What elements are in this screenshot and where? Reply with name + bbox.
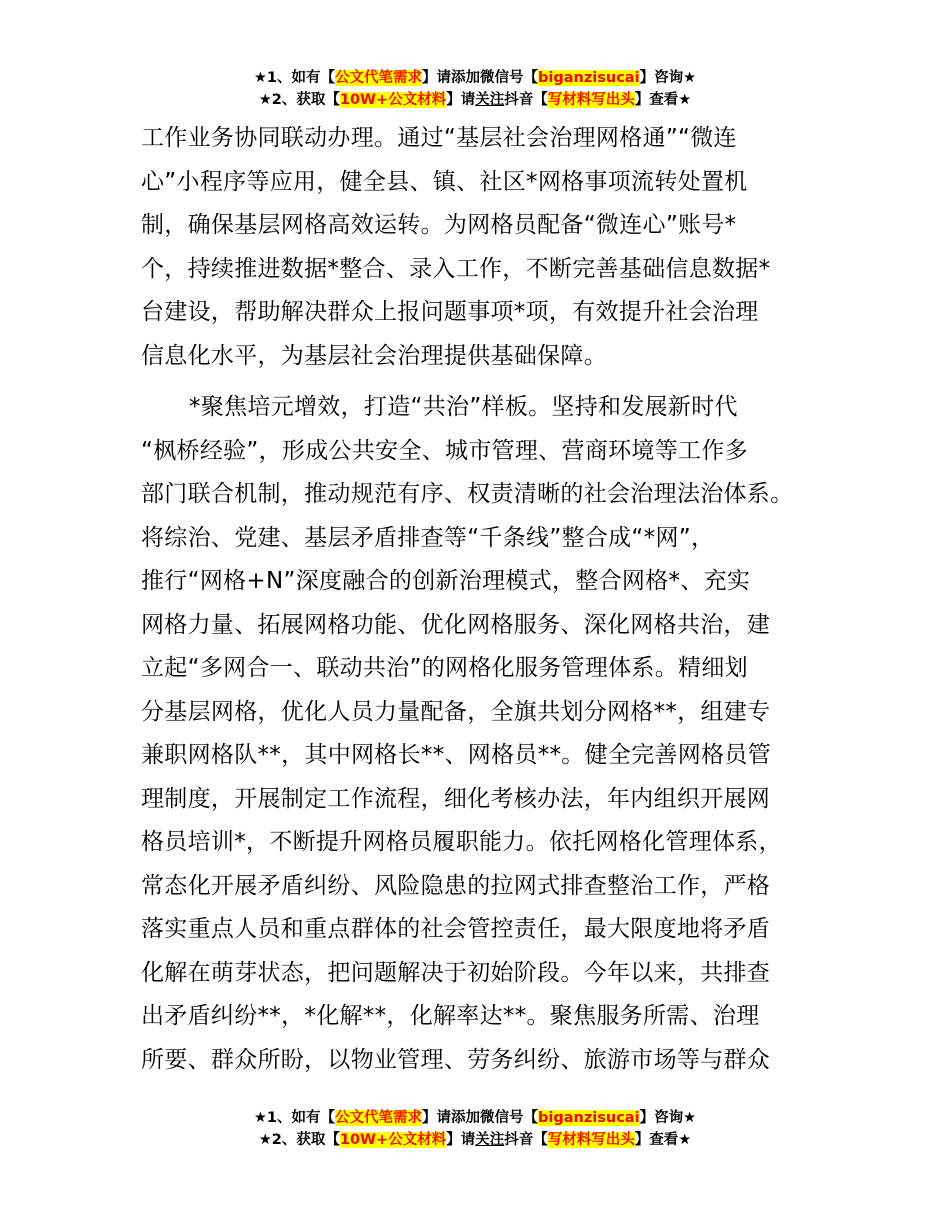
footer-line-1-text-a: ★1、如有【	[253, 1110, 336, 1126]
text-line: 将综治、党建、基层矛盾排查等“千条线”整合成“*网”，	[141, 524, 715, 551]
text-line: 分基层网格，优化人员力量配备，全旗共划分网格**，组建专	[141, 698, 771, 725]
text-line: 常态化开展矛盾纠纷、风险隐患的拉网式排查整治工作，严格	[141, 872, 771, 899]
footer-line-2-text-d: 】查看★	[634, 1132, 692, 1148]
footer-line-2-highlight-materials: 10W+公文材料	[339, 1132, 447, 1148]
text-line: 化解在萌芽状态，把问题解决于初始阶段。今年以来，共排查	[141, 959, 771, 986]
header-line-2-text-d: 】查看★	[634, 92, 692, 108]
text-line: 台建设，帮助解决群众上报问题事项*项，有效提升社会治理	[141, 299, 759, 325]
footer-line-2	[0, 1129, 950, 1151]
text-line: 所要、群众所盼，以物业管理、劳务纠纷、旅游市场等与群众	[141, 1046, 771, 1073]
text-line: 出矛盾纠纷**，*化解**，化解率达**。聚焦服务所需、治理	[141, 1003, 760, 1029]
text-line: “枫桥经验”，形成公共安全、城市管理、营商环境等工作多	[141, 437, 748, 464]
header-line-1-text-a: ★1、如有【	[253, 70, 336, 86]
footer-line-2-text-b: 】请	[446, 1132, 476, 1148]
footer-line-2-follow: 关注	[475, 1132, 505, 1148]
text-line: 网格力量、拓展网格功能、优化网格服务、深化网格共治，建	[141, 611, 771, 638]
header-line-1	[0, 67, 950, 89]
paragraph-1	[141, 117, 831, 378]
text-line: *聚焦培元增效，打造“共治”样板。坚持和发展新时代	[189, 394, 738, 420]
text-line: 制，确保基层网格高效运转。为网格员配备“微连心”账号*	[141, 212, 737, 238]
header-line-2-highlight-douyin: 写材料写出头	[547, 92, 635, 108]
text-line: 理制度，开展制定工作流程，细化考核办法，年内组织开展网	[141, 785, 771, 812]
text-line: 格员培训*，不断提升网格员履职能力。依托网格化管理体系，	[141, 829, 782, 855]
text-line: 心”小程序等应用，健全县、镇、社区*网格事项流转处置机	[141, 168, 748, 195]
footer-line-1-highlight-wechat: biganzisucai	[538, 1110, 640, 1126]
text-line: 推行“网格+N”深度融合的创新治理模式，整合网格*、充实	[141, 568, 751, 594]
header-line-1-text-c: 】咨询★	[639, 70, 697, 86]
footer-banner	[0, 1107, 950, 1151]
header-line-2-text-b: 】请	[446, 92, 476, 108]
header-line-1-text-b: 】请添加微信号【	[422, 70, 539, 86]
footer-line-1-text-b: 】请添加微信号【	[422, 1110, 539, 1126]
footer-line-2-highlight-douyin: 写材料写出头	[547, 1132, 635, 1148]
header-line-2-text-a: ★2、获取【	[258, 92, 340, 108]
text-line: 信息化水平，为基层社会治理提供基础保障。	[141, 342, 607, 369]
header-line-2-follow: 关注	[475, 92, 505, 108]
text-line: 个，持续推进数据*整合、录入工作，不断完善基础信息数据*	[141, 255, 771, 282]
header-line-2-text-c: 抖音【	[504, 92, 548, 108]
footer-line-1	[0, 1107, 950, 1129]
text-line: 工作业务协同联动办理。通过“基层社会治理网格通”“微连	[141, 125, 737, 151]
text-line: 落实重点人员和重点群体的社会管控责任，最大限度地将矛盾	[141, 916, 771, 942]
header-line-1-highlight-service: 公文代笔需求	[335, 70, 423, 86]
paragraph-gap	[141, 378, 831, 386]
footer-line-2-text-c: 抖音【	[504, 1132, 548, 1148]
footer-line-1-text-c: 】咨询★	[639, 1110, 697, 1126]
text-line: 部门联合机制，推动规范有序、权责清晰的社会治理法治体系。	[141, 481, 794, 507]
header-banner	[0, 67, 950, 111]
header-line-1-highlight-wechat: biganzisucai	[538, 70, 640, 86]
document-body	[141, 117, 831, 1082]
footer-line-1-highlight-service: 公文代笔需求	[335, 1110, 423, 1126]
text-line: 立起“多网合一、联动共治”的网格化服务管理体系。精细划	[141, 655, 748, 681]
footer-line-2-text-a: ★2、获取【	[258, 1132, 340, 1148]
paragraph-2	[141, 386, 831, 1082]
header-line-2	[0, 89, 950, 111]
header-line-2-highlight-materials: 10W+公文材料	[339, 92, 447, 108]
text-line: 兼职网格队**，其中网格长**、网格员**。健全完善网格员管	[141, 742, 771, 768]
